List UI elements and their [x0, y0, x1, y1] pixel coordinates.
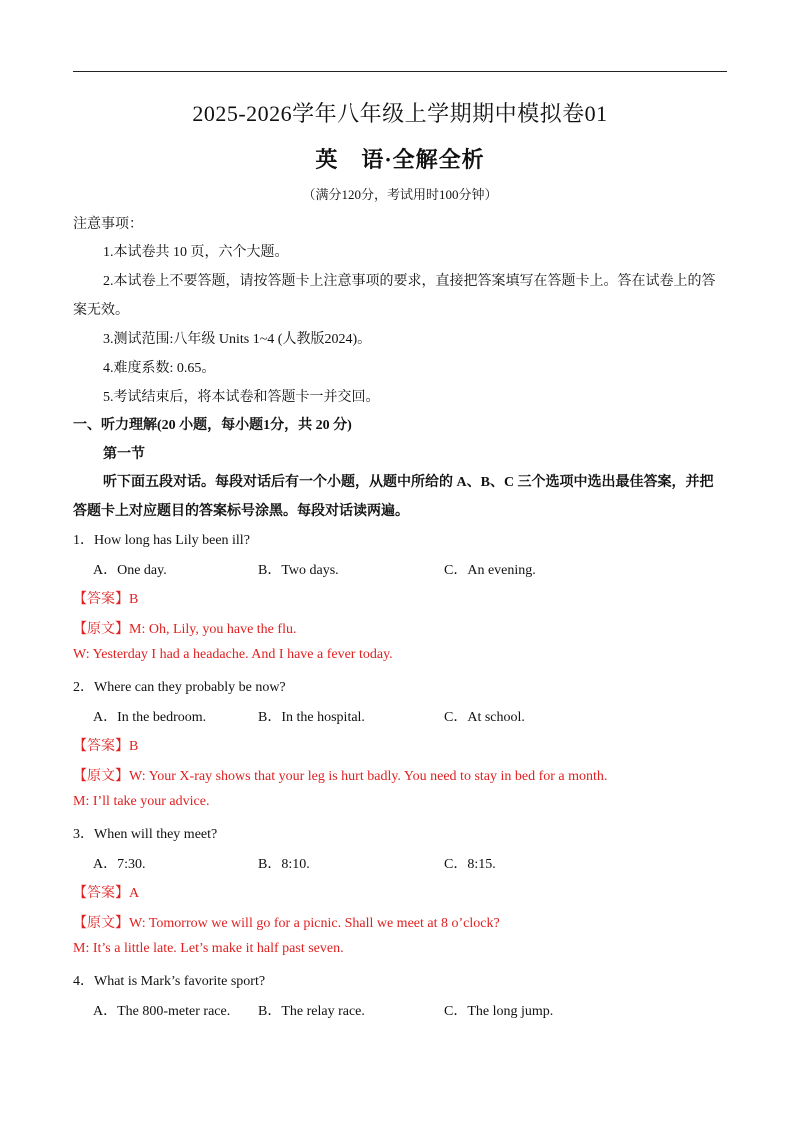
- exam-title: 2025-2026学年八年级上学期期中模拟卷01: [192, 101, 608, 126]
- part-title: 第一节: [103, 447, 145, 462]
- section-title: 一、听力理解(20 小题，每小题1分，共 20 分): [73, 418, 352, 433]
- option-a: A．One day.: [93, 563, 167, 578]
- option-b: B．Two days.: [258, 563, 339, 578]
- question-stem: 2．Where can they probably be now?: [73, 680, 286, 695]
- option-c: C．8:15.: [444, 857, 496, 872]
- answer-label: 【答案】B: [73, 592, 139, 607]
- option-a: A．7:30.: [93, 857, 146, 872]
- section-instruction: 答题卡上对应题目的答案标号涂黑。每段对话读两遍。: [73, 504, 409, 519]
- notice-item: 案无效。: [73, 303, 129, 318]
- option-a: A．The 800-meter race.: [93, 1004, 231, 1019]
- answer-label: 【答案】B: [73, 739, 139, 754]
- option-c: C．An evening.: [444, 563, 536, 578]
- option-c: C．The long jump.: [444, 1004, 554, 1019]
- notice-item: 5.考试结束后，将本试卷和答题卡一并交回。: [103, 390, 380, 405]
- question-stem: 3．When will they meet?: [73, 827, 218, 842]
- option-b: B．8:10.: [258, 857, 310, 872]
- transcript-line: M: It’s a little late. Let’s make it half past seven.: [73, 941, 344, 956]
- transcript-line: 【原文】M: Oh, Lily, you have the flu.: [73, 622, 297, 637]
- notice-item: 4.难度系数: 0.65。: [103, 361, 216, 376]
- header-rule: [73, 71, 727, 72]
- score-note: （满分120分，考试用时100分钟）: [302, 187, 498, 202]
- question-stem: 1．How long has Lily been ill?: [73, 533, 250, 548]
- transcript-line: M: I’ll take your advice.: [73, 794, 210, 809]
- notice-item: 1.本试卷共 10 页，六个大题。: [103, 245, 289, 260]
- transcript-line: W: Yesterday I had a headache. And I have a fever today.: [73, 647, 393, 662]
- option-c: C．At school.: [444, 710, 525, 725]
- transcript-line: 【原文】W: Tomorrow we will go for a picnic. Shall we meet at 8 o’clock?: [73, 916, 500, 931]
- notice-item: 2.本试卷上不要答题，请按答题卡上注意事项的要求，直接把答案填写在答题卡上。答在试卷上的答: [103, 274, 716, 289]
- section-instruction: 听下面五段对话。每段对话后有一个小题，从题中所给的 A、B、C 三个选项中选出最佳答案，并把: [103, 475, 714, 490]
- option-b: B．In the hospital.: [258, 710, 365, 725]
- option-b: B．The relay race.: [258, 1004, 365, 1019]
- question-stem: 4．What is Mark’s favorite sport?: [73, 974, 266, 989]
- notice-heading: 注意事项：: [73, 217, 143, 232]
- transcript-line: 【原文】W: Your X-ray shows that your leg is hurt badly. You need to stay in bed for a month.: [73, 769, 608, 784]
- answer-label: 【答案】A: [73, 886, 140, 901]
- notice-item: 3.测试范围:八年级 Units 1~4 (人教版2024)。: [103, 332, 372, 347]
- exam-subtitle: 英 语·全解全析: [315, 147, 485, 172]
- option-a: A．In the bedroom.: [93, 710, 207, 725]
